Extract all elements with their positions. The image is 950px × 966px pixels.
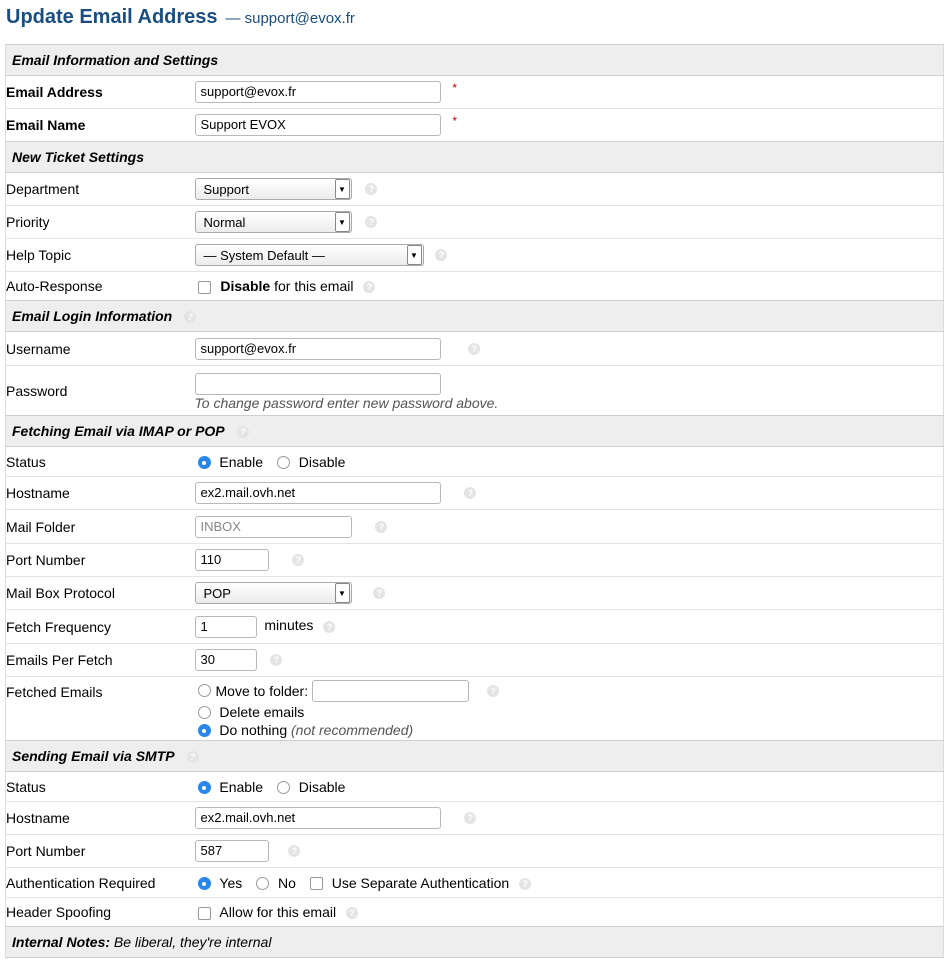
row-header-spoofing: Header Spoofing Allow for this email ?: [6, 898, 944, 927]
row-mail-box-protocol: Mail Box Protocol POP ▼ ?: [6, 577, 944, 610]
header-spoofing-checkbox[interactable]: [198, 907, 211, 920]
help-icon[interactable]: ?: [187, 751, 199, 763]
row-smtp-hostname: Hostname ex2.mail.ovh.net ?: [6, 802, 944, 835]
help-icon[interactable]: ?: [184, 311, 196, 323]
fetch-hostname-input[interactable]: ex2.mail.ovh.net: [195, 482, 441, 504]
fetch-disable-radio[interactable]: [277, 456, 290, 469]
username-input[interactable]: support@evox.fr: [195, 338, 441, 360]
help-icon[interactable]: ?: [373, 587, 385, 599]
row-smtp-status: Status Enable Disable: [6, 772, 944, 802]
page-title: Update Email Address: [6, 6, 218, 28]
help-icon[interactable]: ?: [323, 621, 335, 633]
auth-yes-radio[interactable]: [198, 877, 211, 890]
row-fetch-port: Port Number 110 ?: [6, 544, 944, 577]
chevron-down-icon: ▼: [335, 179, 350, 199]
separate-auth-checkbox[interactable]: [310, 877, 323, 890]
row-fetch-hostname: Hostname ex2.mail.ovh.net ?: [6, 477, 944, 510]
help-icon[interactable]: ?: [365, 183, 377, 195]
row-email-name: Email Name Support EVOX *: [6, 109, 944, 142]
help-icon[interactable]: ?: [237, 426, 249, 438]
row-smtp-port: Port Number 587 ?: [6, 835, 944, 868]
mail-folder-input[interactable]: INBOX: [195, 516, 352, 538]
section-new-ticket: New Ticket Settings: [6, 142, 944, 173]
required-marker: *: [452, 81, 458, 95]
auto-response-checkbox[interactable]: [198, 281, 211, 294]
row-priority: Priority Normal ▼ ?: [6, 206, 944, 239]
fetch-port-input[interactable]: 110: [195, 549, 269, 571]
protocol-select[interactable]: POP ▼: [195, 582, 352, 604]
row-auth-required: Authentication Required Yes No Use Separate Authentication ?: [6, 868, 944, 898]
help-icon[interactable]: ?: [363, 281, 375, 293]
help-icon[interactable]: ?: [375, 521, 387, 533]
row-fetch-status: Status Enable Disable: [6, 447, 944, 477]
required-marker: *: [452, 114, 458, 128]
smtp-disable-radio[interactable]: [277, 781, 290, 794]
help-icon[interactable]: ?: [519, 878, 531, 890]
auth-no-radio[interactable]: [256, 877, 269, 890]
row-username: Username support@evox.fr ?: [6, 332, 944, 366]
do-nothing-radio[interactable]: [198, 724, 211, 737]
chevron-down-icon: ▼: [407, 245, 422, 265]
move-folder-input[interactable]: [312, 680, 469, 702]
help-icon[interactable]: ?: [270, 654, 282, 666]
row-auto-response: Auto-Response Disable for this email ?: [6, 272, 944, 301]
row-fetched-emails: Fetched Emails Move to folder: ? Delete emails Do nothing (not recommended): [6, 677, 944, 741]
row-fetch-frequency: Fetch Frequency 1 minutes ?: [6, 610, 944, 644]
password-hint: To change password enter new password above.: [194, 395, 499, 411]
fetch-frequency-input[interactable]: 1: [195, 616, 257, 638]
page-header: [6, 6, 355, 29]
help-topic-select[interactable]: — System Default — ▼: [195, 244, 424, 266]
smtp-hostname-input[interactable]: ex2.mail.ovh.net: [195, 807, 441, 829]
emails-per-fetch-input[interactable]: 30: [195, 649, 257, 671]
priority-select[interactable]: Normal ▼: [195, 211, 352, 233]
help-icon[interactable]: ?: [292, 554, 304, 566]
email-settings-form: [5, 44, 944, 958]
section-smtp: Sending Email via SMTP ?: [6, 741, 944, 772]
section-fetching: Fetching Email via IMAP or POP ?: [6, 416, 944, 447]
delete-emails-radio[interactable]: [198, 706, 211, 719]
page-subtitle: — support@evox.fr: [225, 10, 355, 27]
section-login-info: Email Login Information ?: [6, 301, 944, 332]
chevron-down-icon: ▼: [335, 583, 350, 603]
email-address-input[interactable]: support@evox.fr: [195, 81, 441, 103]
row-department: Department Support ▼ ?: [6, 173, 944, 206]
department-select[interactable]: Support ▼: [195, 178, 352, 200]
smtp-port-input[interactable]: 587: [195, 840, 269, 862]
chevron-down-icon: ▼: [335, 212, 350, 232]
section-internal-notes: Internal Notes: Be liberal, they're internal: [6, 927, 944, 958]
password-input[interactable]: [195, 373, 441, 395]
help-icon[interactable]: ?: [346, 907, 358, 919]
help-icon[interactable]: ?: [487, 685, 499, 697]
row-mail-folder: Mail Folder INBOX ?: [6, 510, 944, 544]
row-help-topic: Help Topic — System Default — ▼ ?: [6, 239, 944, 272]
help-icon[interactable]: ?: [288, 845, 300, 857]
help-icon[interactable]: ?: [365, 216, 377, 228]
row-email-address: Email Address support@evox.fr *: [6, 76, 944, 109]
help-icon[interactable]: ?: [435, 249, 447, 261]
fetch-enable-radio[interactable]: [198, 456, 211, 469]
help-icon[interactable]: ?: [468, 343, 480, 355]
section-email-info: Email Information and Settings: [6, 45, 944, 76]
help-icon[interactable]: ?: [464, 812, 476, 824]
smtp-enable-radio[interactable]: [198, 781, 211, 794]
help-icon[interactable]: ?: [464, 487, 476, 499]
move-to-folder-radio[interactable]: [198, 684, 211, 697]
email-name-input[interactable]: Support EVOX: [195, 114, 441, 136]
row-emails-per-fetch: Emails Per Fetch 30 ?: [6, 644, 944, 677]
row-password: Password To change password enter new password above.: [6, 366, 944, 416]
